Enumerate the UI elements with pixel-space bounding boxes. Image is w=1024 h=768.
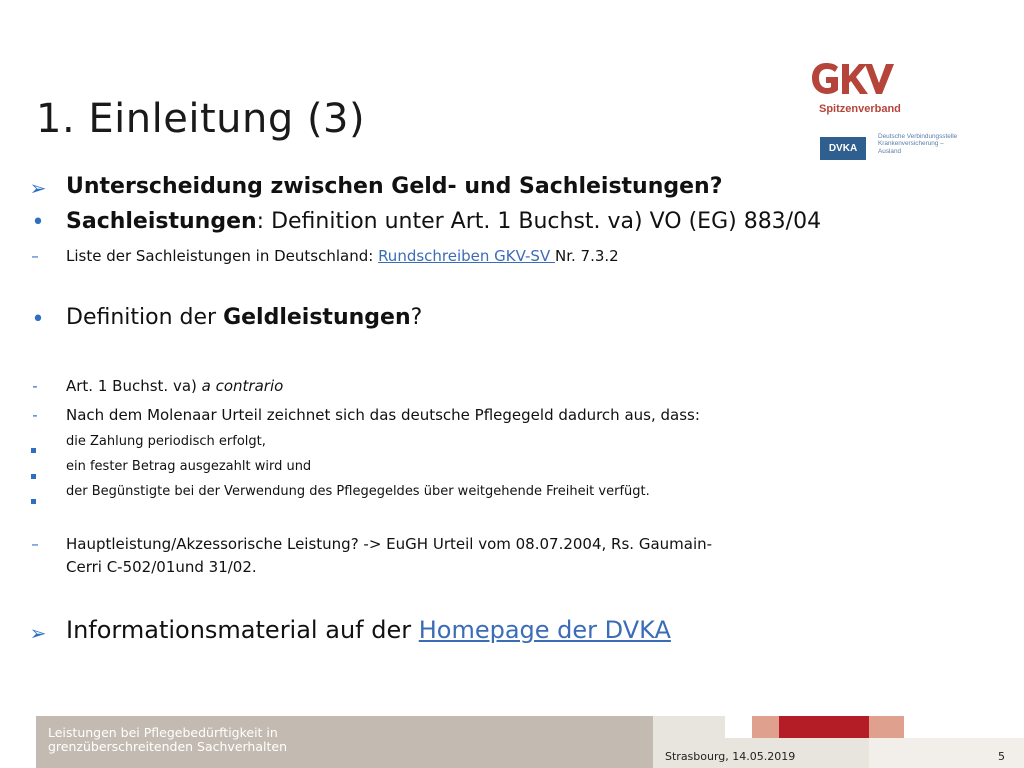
- footer-date: Strasbourg, 14.05.2019: [665, 750, 796, 763]
- gkv-logo-icon: [810, 59, 898, 99]
- footer-title-line: grenzüberschreitenden Sachverhalten: [48, 739, 287, 754]
- bullet-text: Liste der Sachleistungen in Deutschland:: [66, 247, 379, 265]
- square-bullet-icon: [31, 464, 36, 483]
- bullet-text: ?: [410, 305, 423, 330]
- italic-term: a contrario: [201, 377, 284, 395]
- bullet-line: [66, 616, 671, 644]
- hyphen-bullet-icon: -: [32, 377, 38, 395]
- rundschreiben-link[interactable]: Rundschreiben GKV-SV: [378, 247, 555, 265]
- bullet-text: Informationsmaterial auf der: [66, 616, 419, 644]
- dvka-subtitle: Deutsche Verbindungsstelle Krankenversicherung – Ausland: [878, 133, 958, 155]
- bullet-text: ein fester Betrag ausgezahlt wird und: [66, 459, 312, 474]
- bullet-text: Cerri C-502/01und 31/02.: [66, 558, 257, 576]
- footer-title-line: Leistungen bei Pflegebedürftigkeit in: [48, 725, 278, 740]
- square-bullet-icon: [31, 489, 36, 508]
- dvka-homepage-link[interactable]: Homepage der DVKA: [418, 616, 671, 644]
- logo-subtitle: Spitzenverband: [819, 103, 901, 115]
- hyphen-bullet-icon: -: [32, 406, 38, 424]
- page-number: 5: [998, 750, 1005, 763]
- bullet-line: [66, 305, 422, 330]
- bullet-line: [66, 247, 619, 265]
- footer-deco-block: [869, 716, 904, 738]
- bullet-text: Art. 1 Buchst. va): [66, 377, 202, 395]
- dash-bullet-icon: –: [31, 247, 39, 265]
- footer-title-bar: [36, 716, 653, 768]
- bullet-line: [66, 209, 821, 234]
- slide-title: 1. Einleitung (3): [36, 96, 366, 142]
- dot-bullet-icon: •: [31, 210, 45, 235]
- bullet-text: die Zahlung periodisch erfolgt,: [66, 434, 266, 449]
- bold-term: Sachleistungen: [66, 209, 257, 234]
- square-bullet-icon: [31, 438, 36, 457]
- gkv-dvka-logo: [806, 55, 958, 165]
- footer-deco-block: [653, 716, 725, 738]
- footer-title: [48, 726, 287, 754]
- arrow-bullet-icon: ➢: [29, 621, 47, 645]
- arrow-bullet-icon: ➢: [29, 176, 47, 200]
- dot-bullet-icon: •: [31, 307, 45, 332]
- bullet-line: [66, 377, 283, 395]
- bullet-text: Nr. 7.3.2: [554, 247, 619, 265]
- bullet-text: Unterscheidung zwischen Geld- und Sachleistungen?: [66, 174, 723, 199]
- bold-term: Geldleistungen: [223, 305, 411, 330]
- dvka-badge: DVKA: [820, 137, 866, 160]
- dash-bullet-icon: –: [31, 535, 39, 553]
- bullet-text: Definition der: [66, 305, 224, 330]
- bullet-text: : Definition unter Art. 1 Buchst. va) VO (EG) 883/04: [256, 209, 822, 234]
- footer-deco-block: [725, 716, 752, 738]
- footer-deco-block: [752, 716, 779, 738]
- bullet-text: der Begünstigte bei der Verwendung des Pflegegeldes über weitgehende Freiheit verfügt.: [66, 484, 650, 499]
- bullet-text: Hauptleistung/Akzessorische Leistung? -> EuGH Urteil vom 08.07.2004, Rs. Gaumain-: [66, 535, 713, 553]
- footer-deco-block: [779, 716, 869, 738]
- bullet-text: Nach dem Molenaar Urteil zeichnet sich das deutsche Pflegegeld dadurch aus, dass:: [66, 406, 700, 424]
